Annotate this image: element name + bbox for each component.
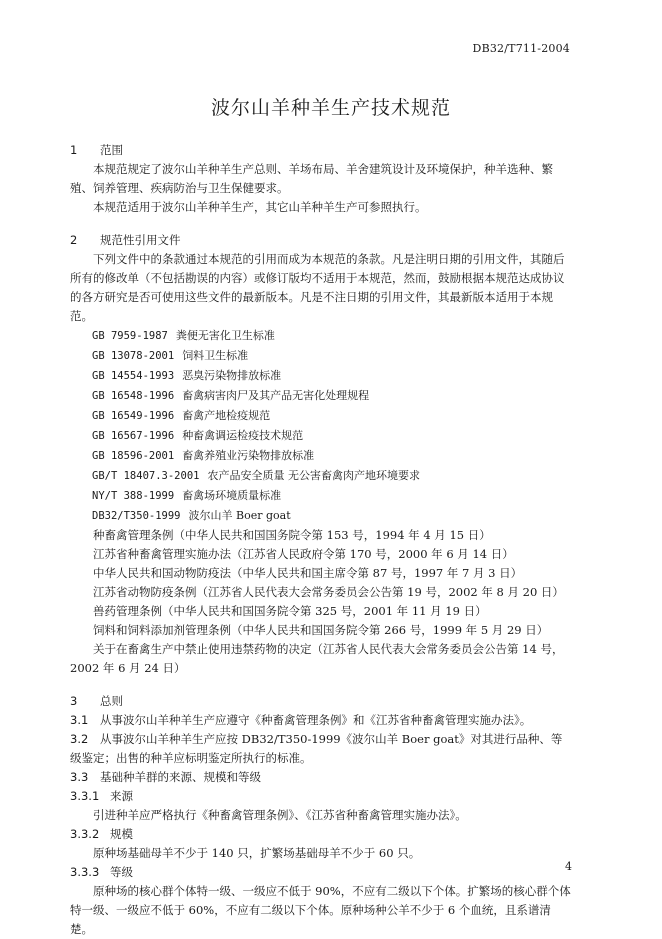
reference-title: 粪便无害化卫生标准 [175,329,275,342]
reference-item [70,406,572,426]
clause-title: 来源 [110,789,133,803]
reference-item [70,346,572,366]
section-1-paragraph-1: 本规范规定了波尔山羊种羊生产总则、羊场布局、羊舍建筑设计及环境保护，种羊选种、繁殖、饲养管理、疾病防治与卫生保健要求。 [70,162,553,195]
law-item: 种畜禽管理条例（中华人民共和国国务院令第 153 号，1994 年 4 月 15 日） [93,528,491,542]
clause-3-1 [70,711,572,730]
clause-3-3-heading [70,768,572,787]
reference-code: GB 18596-2001 [92,450,175,462]
reference-code: GB 16548-1996 [92,390,175,402]
reference-code: GB 16549-1996 [92,410,175,422]
reference-item [70,446,572,466]
section-1-heading [70,141,572,160]
reference-code: GB 14554-1993 [92,370,175,382]
section-number: 3 [70,694,78,708]
reference-title: 畜禽场环境质量标准 [182,489,282,502]
reference-title: 畜禽产地检疫规范 [182,409,271,422]
reference-item [70,486,572,506]
section-2-intro: 下列文件中的条款通过本规范的引用而成为本规范的条款。凡是注明日期的引用文件，其随后所有的修改单（不包括勘误的内容）或修订版均不适用于本规范，然而，鼓励根据本规范达成协议的各方研究是否可使用这些文件的最新版本。凡是不注日期的引用文件，其最新版本适用于本规范。 [70,252,565,323]
reference-code: NY/T 388-1999 [92,490,175,502]
clause-3-3-2-heading [70,825,572,844]
clause-title: 等级 [110,865,133,879]
law-item: 饲料和饲料添加剂管理条例（中华人民共和国国务院令第 266 号，1999 年 5 月 29 日） [93,623,549,637]
reference-item [70,466,572,486]
reference-item [70,326,572,346]
clause-3-3-2-text: 原种场基础母羊不少于 140 只，扩繁场基础母羊不少于 60 只。 [93,846,421,860]
clause-number: 3.3.3 [70,865,100,879]
law-item: 中华人民共和国动物防疫法（中华人民共和国主席令第 87 号，1997 年 7 月 3 日） [93,566,523,580]
law-item: 兽药管理条例（中华人民共和国国务院令第 325 号，2001 年 11 月 19 日） [93,604,487,618]
reference-code: GB/T 18407.3-2001 [92,470,200,482]
section-2-heading [70,231,572,250]
clause-number: 3.3 [70,770,89,784]
clause-number: 3.3.1 [70,789,100,803]
section-title: 规范性引用文件 [100,233,181,247]
clause-3-3-1-text: 引进种羊应严格执行《种畜禽管理条例》、《江苏省种畜禽管理实施办法》。 [93,808,467,822]
reference-code: GB 13078-2001 [92,350,175,362]
document-number: DB32/T711-2004 [472,42,570,55]
reference-title: 畜禽养殖业污染物排放标准 [182,449,315,462]
law-item: 关于在畜禽生产中禁止使用违禁药物的决定（江苏省人民代表大会常务委员会公告第 14 号，2002 年 6 月 24 日） [70,642,564,675]
reference-item [70,506,572,526]
law-item: 江苏省动物防疫条例（江苏省人民代表大会常务委员会公告第 19 号，2002 年 8 月 20 日） [93,585,564,599]
reference-code: GB 7959-1987 [92,330,168,342]
reference-title: 畜禽病害肉尸及其产品无害化处理规程 [182,389,370,402]
section-1-paragraph-2: 本规范适用于波尔山羊种羊生产，其它山羊种羊生产可参照执行。 [93,200,427,214]
reference-title: 波尔山羊 Boer goat [188,509,291,522]
reference-title: 农产品安全质量 无公害畜禽肉产地环境要求 [207,469,420,482]
law-list [70,526,572,678]
section-title: 总则 [100,694,123,708]
reference-title: 饲料卫生标准 [182,349,249,362]
reference-title: 种畜禽调运检疫技术规范 [182,429,304,442]
clause-title: 规模 [110,827,133,841]
clause-text: 从事波尔山羊种羊生产应遵守《种畜禽管理条例》和《江苏省种畜禽管理实施办法》。 [100,713,532,727]
section-number: 2 [70,233,78,247]
document-title: 波尔山羊种羊生产技术规范 [210,97,451,119]
clause-number: 3.3.2 [70,827,100,841]
clause-3-2 [70,730,572,768]
clause-3-3-1-heading [70,787,572,806]
reference-code: DB32/T350-1999 [92,510,181,522]
reference-code: GB 16567-1996 [92,430,175,442]
reference-item [70,366,572,386]
clause-number: 3.2 [70,732,89,746]
reference-list [70,326,572,526]
document-body [70,141,572,939]
section-title: 范围 [100,143,123,157]
section-number: 1 [70,143,78,157]
reference-title: 恶臭污染物排放标准 [182,369,282,382]
clause-text: 从事波尔山羊种羊生产应按 DB32/T350-1999《波尔山羊 Boer goat》对其进行品种、等级鉴定；出售的种羊应标明鉴定所执行的标准。 [70,732,563,765]
page-number: 4 [565,860,572,873]
section-3-heading [70,692,572,711]
clause-number: 3.1 [70,713,89,727]
clause-3-3-3-heading [70,863,572,882]
reference-item [70,386,572,406]
law-item: 江苏省种畜禽管理实施办法（江苏省人民政府令第 170 号，2000 年 6 月 14 日） [93,547,514,561]
clause-3-3-3-text: 原种场的核心群个体特一级、一级应不低于 90%，不应有二级以下个体。扩繁场的核心群个体特一级、一级应不低于 60%，不应有二级以下个体。原种场种公羊不少于 6 个血统，且系谱清楚。 [70,884,571,936]
reference-item [70,426,572,446]
clause-title: 基础种羊群的来源、规模和等级 [100,770,261,784]
